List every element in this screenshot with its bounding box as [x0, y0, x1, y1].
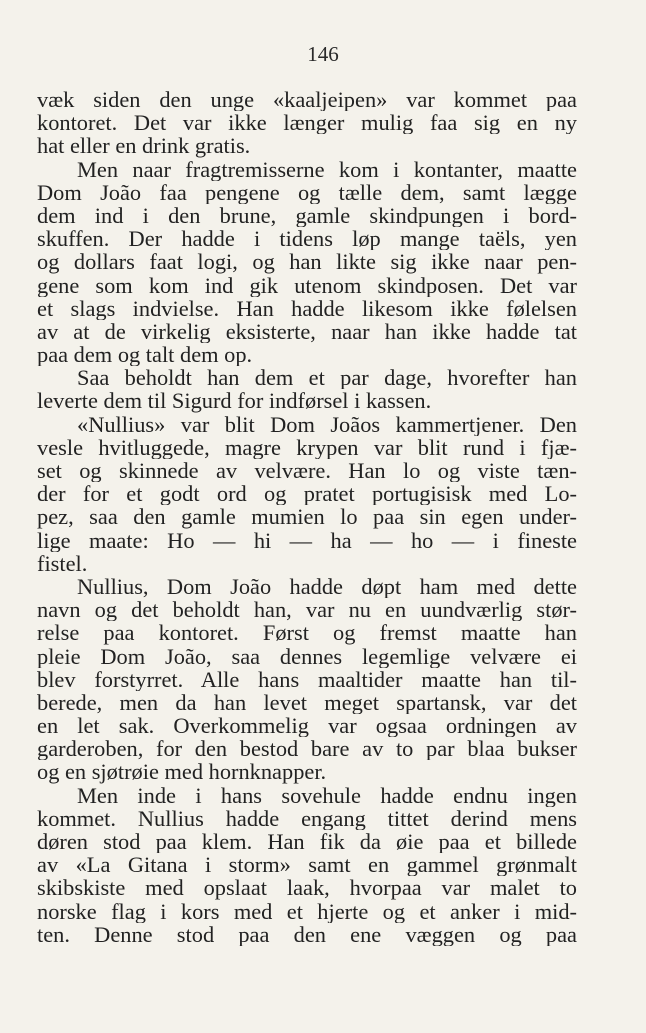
text-line: pez, saa den gamle mumien lo paa sin egen under-: [37, 505, 577, 529]
text-line: kommet. Nullius hadde engang tittet derind mens: [37, 806, 577, 830]
text-line: av at de virkelig eksisterte, naar han ikke hadde tat: [37, 319, 577, 344]
text-line: skuffen. Der hadde i tidens løp mange taëls, yen: [37, 227, 577, 251]
text-line: relse paa kontoret. Først og fremst maatte han: [37, 621, 577, 645]
text-line: Men naar fragtremisserne kom i kontanter, maatte: [77, 157, 577, 181]
text-line: lige maate: Ho — hi — ha — ho — i fineste: [37, 528, 577, 552]
text-line: og dollars faat logi, og han likte sig ikke naar pen-: [37, 250, 577, 274]
text-line: garderoben, for den bestod bare av to par blaa bukser: [37, 737, 577, 761]
text-line: berede, men da han levet meget spartansk, var det: [37, 690, 577, 715]
text-line: vesle hvitluggede, magre krypen var blit rund i fjæ-: [37, 435, 577, 459]
text-line: hat eller en drink gratis.: [37, 134, 251, 158]
text-line: Dom João faa pengene og tælle dem, samt lægge: [37, 180, 577, 204]
text-line: av «La Gitana i storm» samt en gammel grønmalt: [37, 853, 577, 877]
text-line: døren stod paa klem. Han fik da øie paa et billede: [37, 830, 577, 854]
text-line: blev forstyrret. Alle hans maaltider maatte han til-: [37, 667, 577, 691]
text-line: Nullius, Dom João hadde døpt ham med dette: [77, 574, 577, 599]
text-line: dem ind i den brune, gamle skindpungen i bord-: [37, 203, 577, 228]
text-line: leverte dem til Sigurd for indførsel i kassen.: [37, 389, 432, 413]
page-number: 146: [307, 42, 339, 66]
text-line: væk siden den unge «kaaljeipen» var kommet paa: [37, 88, 577, 112]
text-line: navn og det beholdt han, var nu en uundværlig stør-: [37, 598, 577, 622]
body-text: [37, 88, 577, 946]
text-line: Men inde i hans sovehule hadde endnu ingen: [77, 783, 577, 807]
text-line: en let sak. Overkommelig var ogsaa ordningen av: [37, 714, 577, 738]
text-line: paa dem og talt dem op.: [37, 343, 253, 367]
text-line: set og skinnede av velvære. Han lo og viste tæn-: [37, 459, 577, 483]
text-line: gene som kom ind gik utenom skindposen. Det var: [37, 273, 577, 297]
text-line: «Nullius» var blit Dom Joãos kammertjener. Den: [77, 412, 577, 436]
text-line: kontoret. Det var ikke længer mulig faa sig en ny: [37, 111, 577, 135]
text-line: Saa beholdt han dem et par dage, hvorefter han: [77, 366, 577, 390]
text-line: fistel.: [37, 551, 88, 575]
text-line: og en sjøtrøie med hornknapper.: [37, 760, 327, 784]
text-line: ten. Denne stod paa den ene væggen og paa: [37, 922, 577, 946]
text-line: der for et godt ord og pratet portugisisk med Lo-: [37, 482, 577, 506]
text-line: norske flag i kors med et hjerte og et anker i mid-: [37, 899, 577, 923]
text-line: pleie Dom João, saa dennes legemlige velvære ei: [37, 644, 577, 668]
text-line: et slags indvielse. Han hadde likesom ikke følelsen: [37, 296, 577, 320]
text-line: skibskiste med opslaat laak, hvorpaa var malet to: [37, 876, 577, 900]
